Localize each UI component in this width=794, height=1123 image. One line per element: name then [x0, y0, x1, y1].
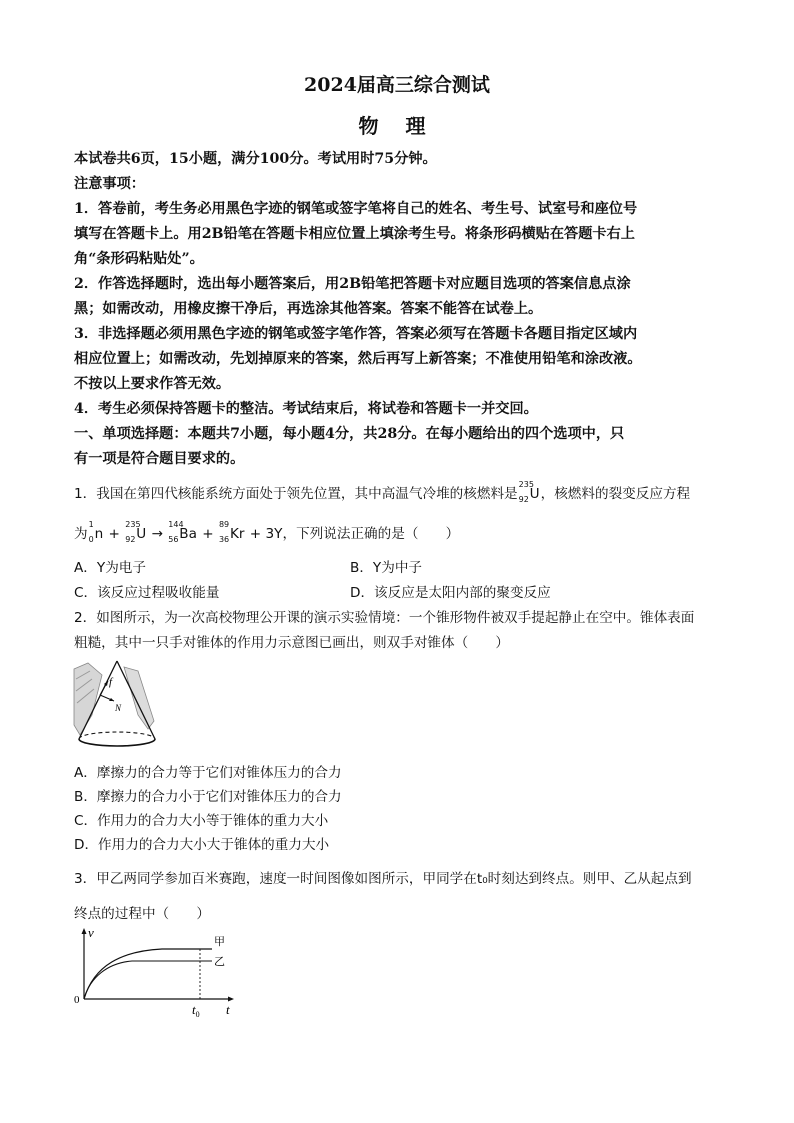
option-b: B．摩擦力的合力小于它们对锥体压力的合力: [74, 789, 342, 805]
section-heading: 一、单项选择题：本题共7小题，每小题4分，共28分。在每小题给出的四个选项中，只: [74, 426, 625, 442]
t-axis-arrow: [228, 997, 234, 1002]
option-a: A．摩擦力的合力等于它们对锥体压力的合力: [74, 765, 342, 781]
option-d: D．作用力的合力大小大于锥体的重力大小: [74, 837, 330, 853]
exam-intro: 本试卷共6页，15小题，满分100分。考试用时75分钟。: [74, 151, 437, 167]
cone-hands-figure: [72, 655, 162, 755]
option-b: B．Y为中子: [350, 560, 423, 576]
notice-heading: 注意事项：: [74, 176, 145, 192]
question-text: 1．我国在第四代核能系统方面处于领先位置，其中高温气冷堆的核燃料是: [74, 486, 518, 502]
curve-yi-label: 乙: [214, 955, 225, 968]
question-text: ，核燃料的裂变反应方程: [540, 486, 691, 502]
fission-equation: 1 0 n + 235 92 U → 144 56 Ba + 89 36 Kr + 3Y: [88, 520, 283, 544]
notice-line: 不按以上要求作答无效。: [74, 376, 231, 392]
friction-label: f: [109, 676, 113, 688]
question-text: ，下列说法正确的是（ ）: [282, 526, 460, 542]
notice-line: 填写在答题卡上。用2B铅笔在答题卡相应位置上填涂考生号。将条形码横贴在答题卡右上: [74, 226, 635, 242]
option-d: D．该反应是太阳内部的聚变反应: [350, 585, 551, 601]
curve-yi: [84, 961, 212, 999]
option-a: A．Y为电子: [74, 560, 146, 576]
question-2-line-2: 粗糙，其中一只手对锥体的作用力示意图已画出，则双手对锥体（ ）: [74, 635, 509, 651]
subject-title: 物 理: [358, 114, 436, 138]
question-1-line-1: [74, 482, 724, 502]
notice-line: 相应位置上；如需改动，先划掉原来的答案，然后再写上新答案；不准使用铅笔和涂改液。: [74, 351, 642, 367]
v-axis-label: v: [88, 925, 94, 940]
option-c: C．作用力的合力大小等于锥体的重力大小: [74, 813, 329, 829]
notice-line: 1．答卷前，考生务必用黑色字迹的钢笔或签字笔将自己的姓名、考生号、试室号和座位号: [74, 201, 638, 217]
question-3-line-2: 终点的过程中（ ）: [74, 906, 210, 922]
cone-base-front: [79, 739, 155, 746]
question-1-line-2: [74, 522, 724, 542]
origin-label: 0: [74, 994, 80, 1006]
cone-base-back: [79, 732, 155, 739]
uranium-235-symbol: 235 92 U: [518, 480, 540, 504]
curve-jia: [84, 949, 212, 999]
question-3-line-1: 3．甲乙两同学参加百米赛跑，速度一时间图像如图所示，甲同学在t₀时刻达到终点。则甲、乙从起点到: [74, 871, 692, 887]
t-axis-label: t: [226, 1002, 230, 1017]
v-axis-arrow: [82, 928, 87, 934]
notice-line: 4．考生必须保持答题卡的整洁。考试结束后，将试卷和答题卡一并交回。: [74, 401, 538, 417]
exam-title: 2024届高三综合测试: [304, 74, 490, 96]
notice-line: 角“条形码粘贴处”。: [74, 251, 204, 267]
section-heading: 有一项是符合题目要求的。: [74, 451, 245, 467]
velocity-time-graph: [72, 925, 242, 1020]
notice-line: 2．作答选择题时，选出每小题答案后，用2B铅笔把答题卡对应题目选项的答案信息点涂: [74, 276, 631, 292]
t0-label: $t_0$: [192, 1002, 200, 1019]
curve-jia-label: 甲: [214, 935, 225, 948]
normal-label: N: [115, 703, 122, 713]
right-hand-shape: [124, 667, 154, 729]
question-text: 为: [74, 526, 88, 542]
option-c: C．该反应过程吸收能量: [74, 585, 220, 601]
notice-line: 黑；如需改动，用橡皮擦干净后，再选涂其他答案。答案不能答在试卷上。: [74, 301, 543, 317]
notice-line: 3．非选择题必须用黑色字迹的钢笔或签字笔作答，答案必须写在答题卡各题目指定区域内: [74, 326, 638, 342]
question-2-line-1: 2．如图所示，为一次高校物理公开课的演示实验情境：一个锥形物件被双手提起静止在空中。锥体表面: [74, 610, 695, 626]
